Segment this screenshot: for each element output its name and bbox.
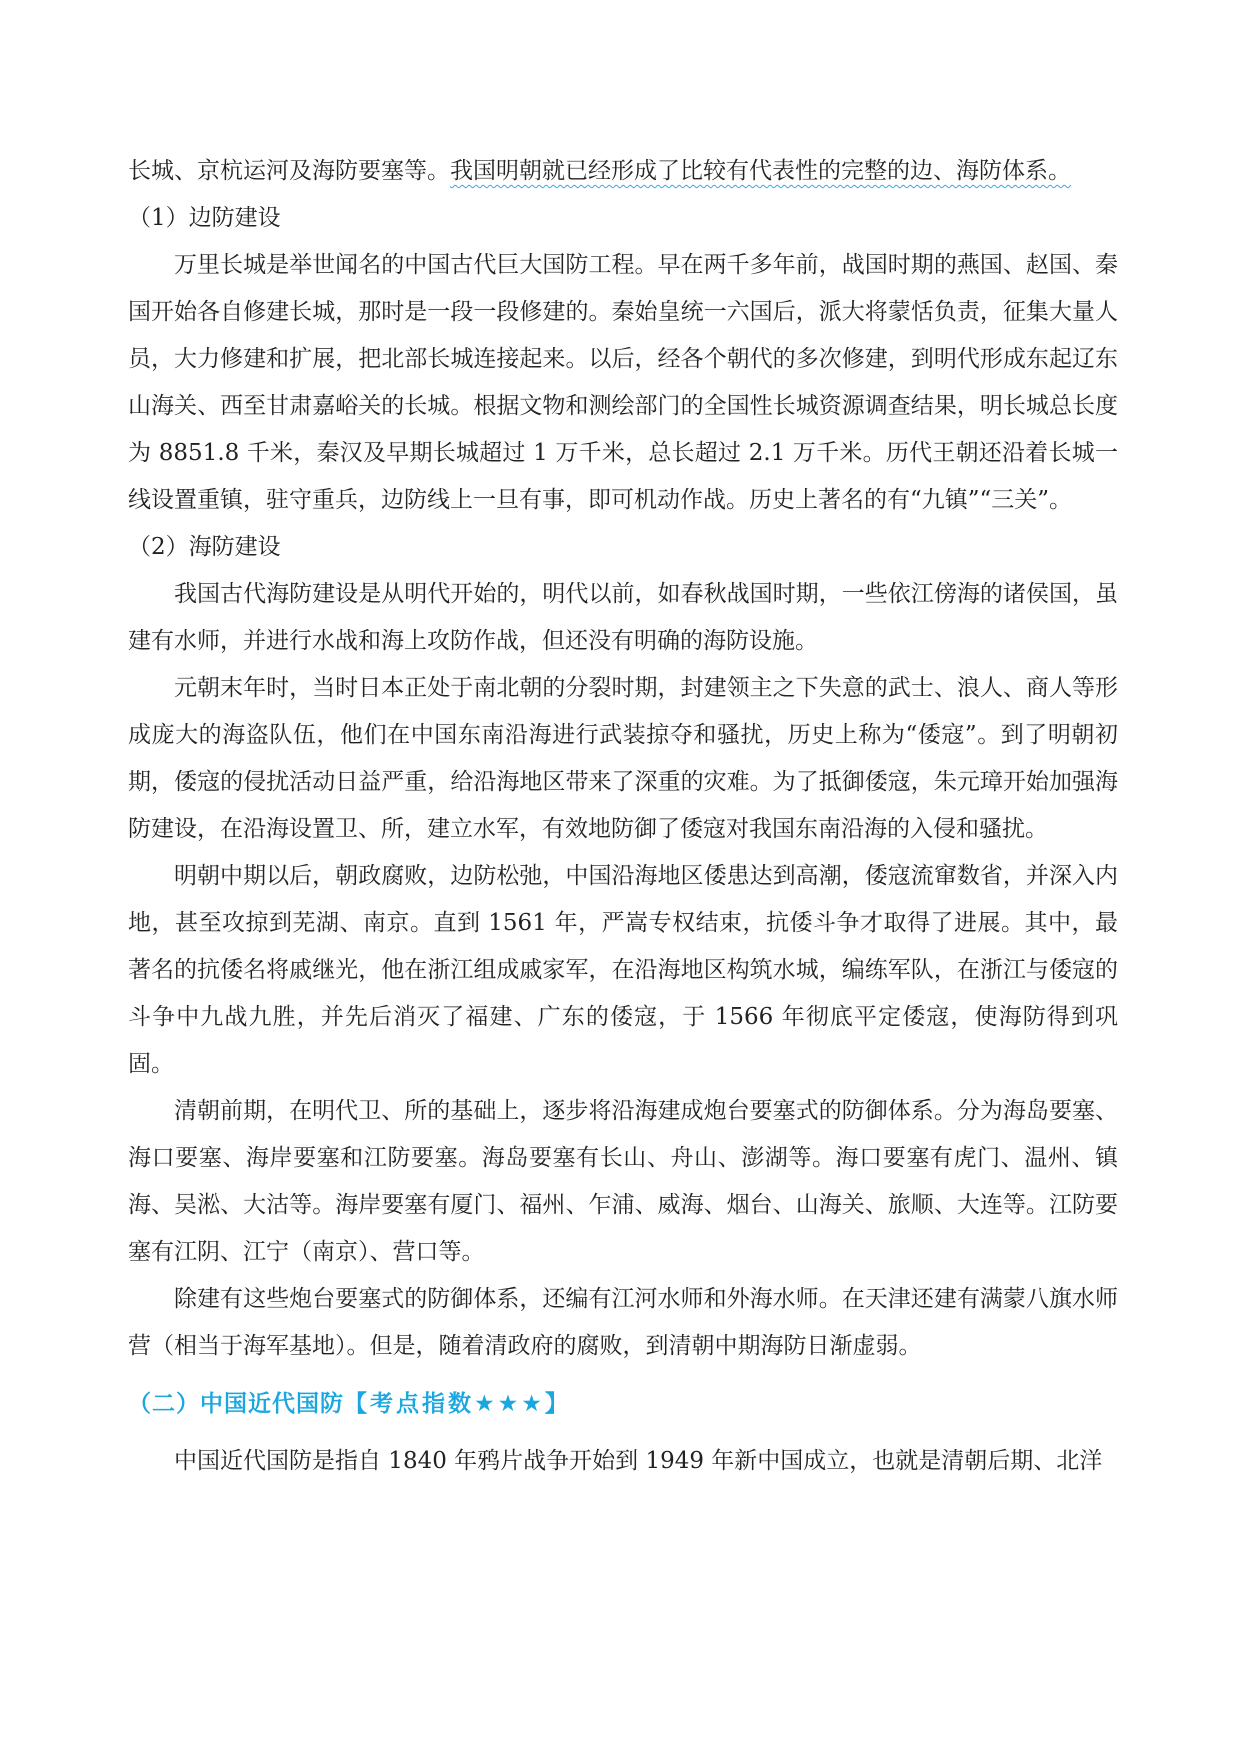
section-heading-modern-defense — [128, 1381, 1118, 1428]
intro-line — [128, 148, 1118, 195]
paragraph-yuan-wokou: 元朝末年时，当时日本正处于南北朝的分裂时期，封建领主之下失意的武士、浪人、商人等形成庞大的海盗队伍，他们在中国东南沿海进行武装掠夺和骚扰，历史上称为“倭寇”。到了明朝初期，倭寇的侵扰活动日益严重，给沿海地区带来了深重的灾难。为了抵御倭寇，朱元璋开始加强海防建设，在沿海设置卫、所，建立水军，有效地防御了倭寇对我国东南沿海的入侵和骚扰。 — [128, 675, 1118, 842]
paragraph-ancient-coastal-defense: 我国古代海防建设是从明代开始的，明代以前，如春秋战国时期，一些依江傍海的诸侯国，虽建有水师，并进行水战和海上攻防作战，但还没有明确的海防设施。 — [128, 581, 1118, 654]
section-rating-tag: 【考点指数★★★】 — [344, 1391, 571, 1417]
paragraph-modern-defense: 中国近代国防是指自 1840 年鸦片战争开始到 1949 年新中国成立，也就是清朝后期、北洋 — [174, 1448, 1103, 1474]
document-body — [128, 148, 1118, 1485]
paragraph-mid-ming: 明朝中期以后，朝政腐败，边防松弛，中国沿海地区倭患达到高潮，倭寇流窜数省，并深入内地，甚至攻掠到芜湖、南京。直到 1561 年，严嵩专权结束，抗倭斗争才取得了进展。其中，最著名的抗倭名将戚继光，他在浙江组成戚家军，在沿海地区构筑水城，编练军队，在浙江与倭寇的斗争中九战九胜，并先后消灭了福建、广东的倭寇，于 1566 年彻底平定倭寇，使海防得到巩固。 — [128, 863, 1118, 1077]
section-title: 中国近代国防 — [200, 1391, 344, 1417]
paragraph-great-wall: 万里长城是举世闻名的中国古代巨大国防工程。早在两千多年前，战国时期的燕国、赵国、秦国开始各自修建长城，那时是一段一段修建的。秦始皇统一六国后，派大将蒙恬负责，征集大量人员，大力修建和扩展，把北部长城连接起来。以后，经各个朝代的多次修建，到明代形成东起辽东山海关、西至甘肃嘉峪关的长城。根据文物和测绘部门的全国性长城资源调查结果，明长城总长度为 8851.8 千米，秦汉及早期长城超过 1 万千米，总长超过 2.1 万千米。历代王朝还沿着长城一线设置重镇，驻守重兵，边防线上一旦有事，即可机动作战。历史上著名的有“九镇”“三关”。 — [128, 252, 1118, 513]
intro-underlined-text: 我国明朝就已经形成了比较有代表性的完整的边、海防体系。 — [450, 158, 1071, 184]
intro-plain-text: 长城、京杭运河及海防要塞等。 — [128, 158, 450, 184]
paragraph-qing-fortresses: 清朝前期，在明代卫、所的基础上，逐步将沿海建成炮台要塞式的防御体系。分为海岛要塞、海口要塞、海岸要塞和江防要塞。海岛要塞有长山、舟山、澎湖等。海口要塞有虎门、温州、镇海、吴淞、大沽等。海岸要塞有厦门、福州、乍浦、威海、烟台、山海关、旅顺、大连等。江防要塞有江阴、江宁（南京）、营口等。 — [128, 1098, 1118, 1265]
section-index: （二） — [128, 1391, 200, 1417]
subheading-border-defense: （1）边防建设 — [128, 205, 281, 231]
subheading-coastal-defense: （2）海防建设 — [128, 534, 281, 560]
paragraph-qing-navy: 除建有这些炮台要塞式的防御体系，还编有江河水师和外海水师。在天津还建有满蒙八旗水师营（相当于海军基地）。但是，随着清政府的腐败，到清朝中期海防日渐虚弱。 — [128, 1286, 1118, 1359]
